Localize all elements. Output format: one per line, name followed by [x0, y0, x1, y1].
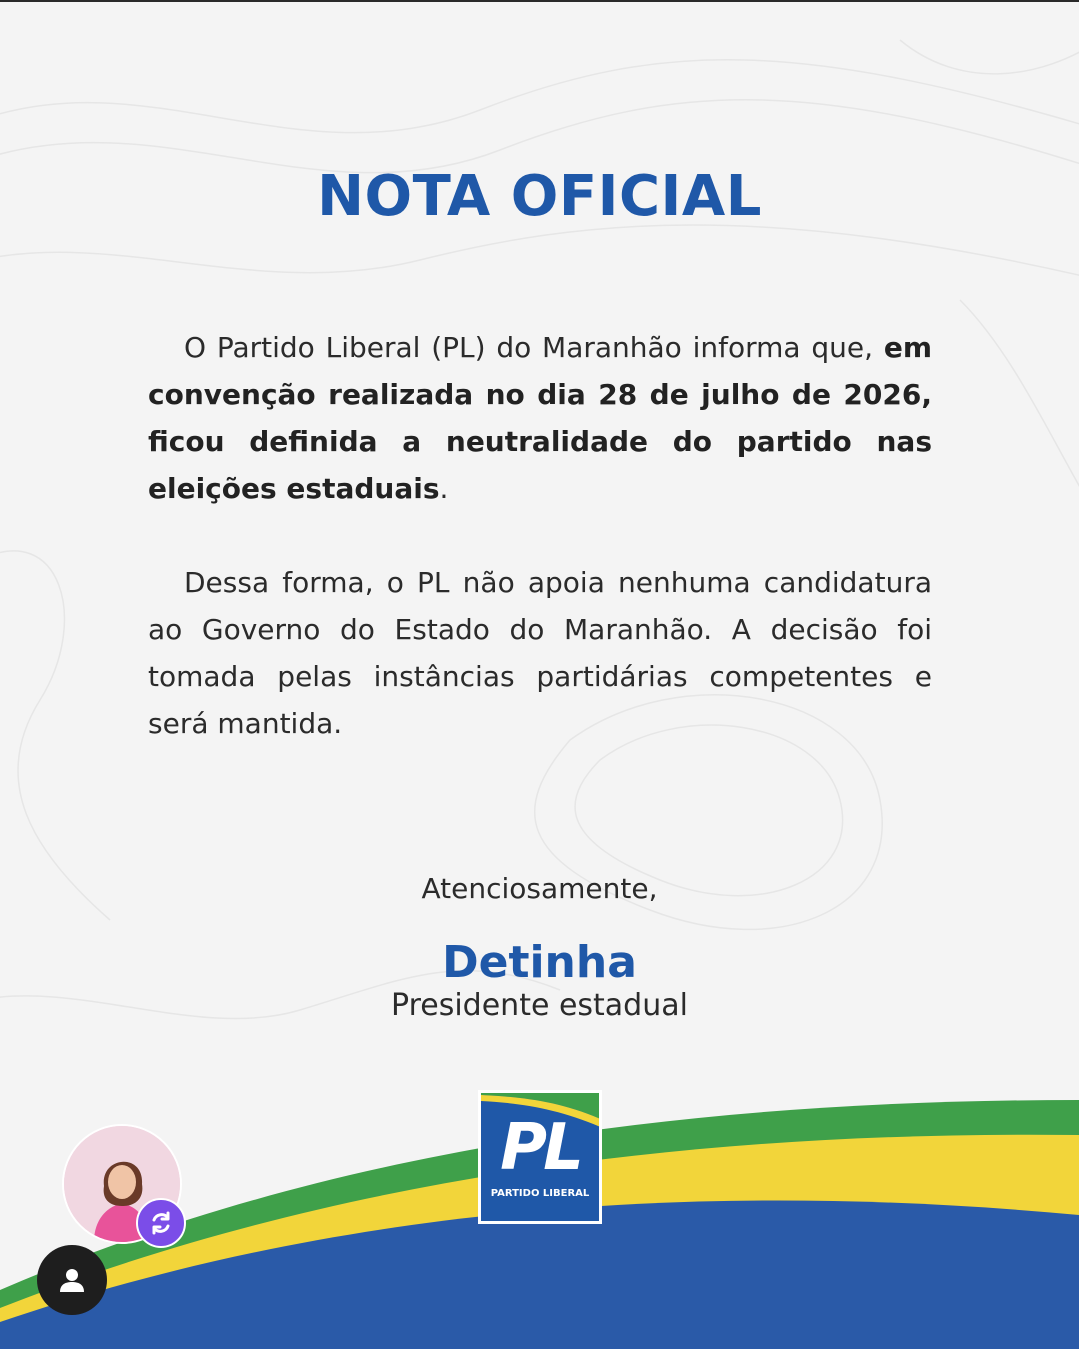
signer-name: Detinha	[442, 937, 637, 988]
closing-text: Atenciosamente,	[421, 872, 658, 905]
paragraph-1	[148, 324, 932, 512]
paragraph-2	[148, 559, 932, 747]
paragraph-1-intro: O Partido Liberal (PL) do Maranhão informa que,	[184, 331, 874, 364]
logo-subtitle: PARTIDO LIBERAL	[490, 1188, 590, 1199]
page-title: NOTA OFICIAL	[317, 164, 762, 229]
user-icon	[57, 1265, 87, 1295]
paragraph-2-text: Dessa forma, o PL não apoia nenhuma candidatura ao Governo do Estado do Maranhão. A decisão foi tomada pelas instâncias partidárias competentes e será mantida.	[148, 566, 932, 740]
repost-button[interactable]	[136, 1198, 186, 1248]
pl-party-logo	[478, 1090, 602, 1224]
logo-letters: PL	[500, 1111, 580, 1185]
profile-button[interactable]	[37, 1245, 107, 1315]
paragraph-1-bold: em convenção realizada no dia 28 de julho de 2026, ficou definida a neutralidade do partido nas eleições estaduais	[148, 331, 932, 505]
signer-role: Presidente estadual	[391, 988, 688, 1023]
repost-icon	[147, 1209, 175, 1237]
paragraph-1-end: .	[439, 472, 449, 505]
